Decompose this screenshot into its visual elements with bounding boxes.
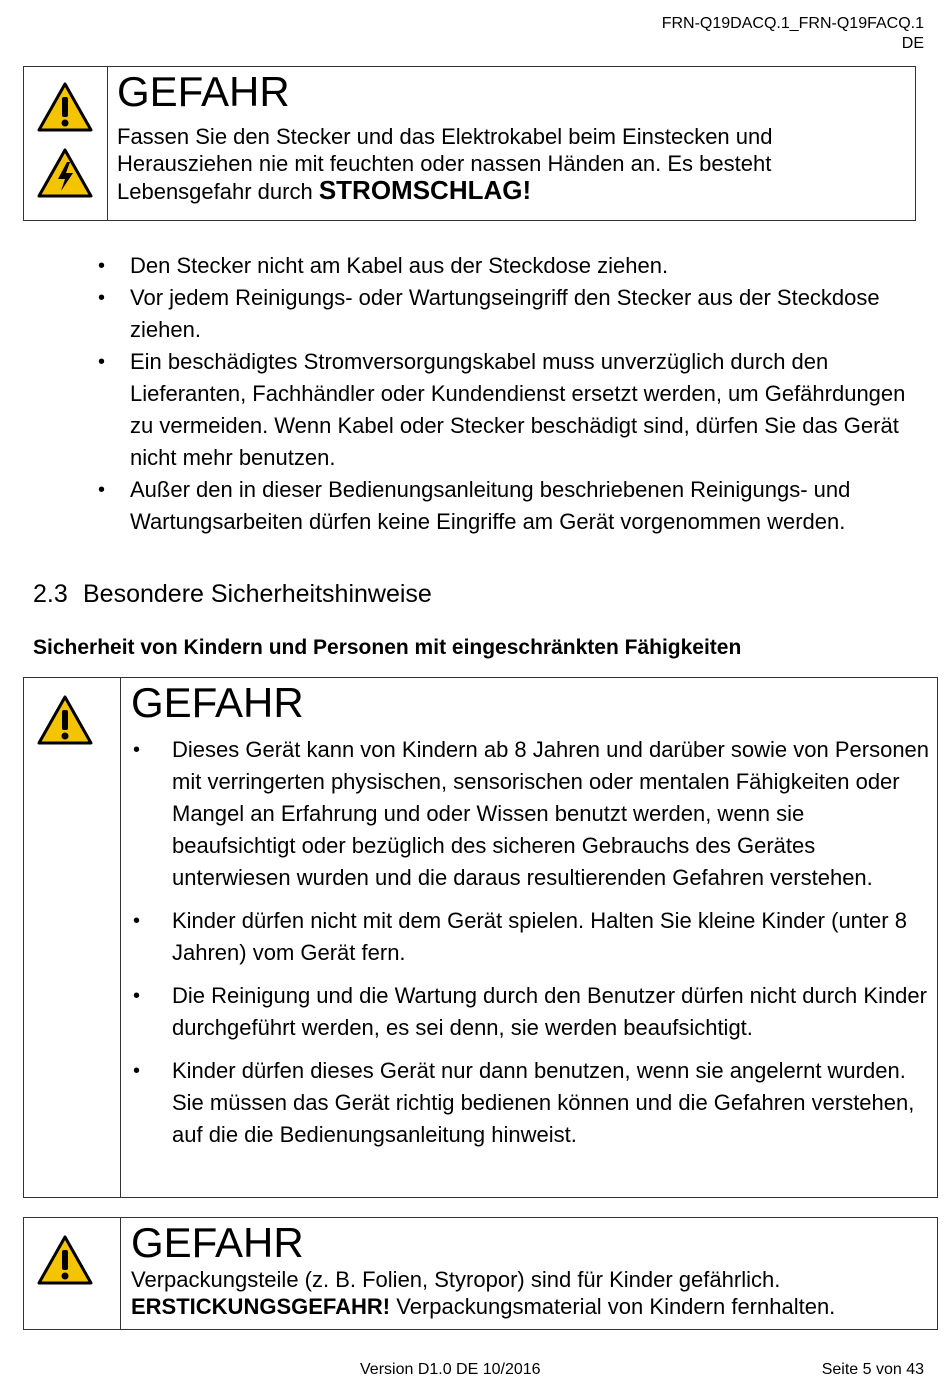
danger-box-children — [23, 677, 938, 1198]
section-title: Besondere Sicherheitshinweise — [83, 580, 432, 608]
list-item: • Kinder dürfen nicht mit dem Gerät spielen. Halten Sie kleine Kinder (unter 8 Jahren) vom Gerät fern. — [131, 905, 931, 969]
danger-text — [117, 123, 837, 205]
warning-triangle-icon — [36, 81, 94, 133]
list-item: • Ein beschädigtes Stromversorgungskabel muss unverzüglich durch den Lieferanten, Fachhändler oder Kundendienst ersetzt werden, um Gefährdungen zu vermeiden. Wenn Kabel oder Stecker beschädigt sind, dürfen Sie das Gerät nicht mehr benutzen. — [98, 346, 928, 474]
document-language: DE — [901, 35, 924, 52]
sub-heading: Sicherheit von Kindern und Personen mit eingeschränkten Fähigkeiten — [33, 636, 742, 659]
danger-title: GEFAHR — [117, 68, 290, 115]
danger-text-line1: Verpackungsteile (z. B. Folien, Styropor) sind für Kinder gefährlich. — [131, 1267, 781, 1292]
list-item: • Außer den in dieser Bedienungsanleitung beschriebenen Reinigungs- und Wartungsarbeiten dürfen keine Eingriffe am Gerät vorgenommen werden. — [98, 474, 928, 538]
document-header — [662, 14, 924, 54]
footer-page-number: Seite 5 von 43 — [821, 1361, 924, 1378]
list-item: • Kinder dürfen dieses Gerät nur dann benutzen, wenn sie angelernt wurden. Sie müssen das Gerät richtig bedienen können und die Gefahren verstehen, auf die die Bedienungsanleitung hinweist. — [131, 1055, 931, 1151]
document-code: FRN-Q19DACQ.1_FRN-Q19FACQ.1 — [661, 15, 924, 32]
list-item: • Dieses Gerät kann von Kindern ab 8 Jahren und darüber sowie von Personen mit verringerten physischen, sensorischen oder mentalen Fähigkeiten oder Mangel an Erfahrung und oder Wissen benutzt werden, wenn sie beaufsichtigt oder bezüglich des sicheren Gebrauchs des Gerätes unterwiesen wurden und die daraus resultierenden Gefahren verstehen. — [131, 734, 931, 894]
danger-title: GEFAHR — [131, 679, 304, 726]
danger-box-packaging — [23, 1217, 938, 1330]
danger-content — [131, 678, 931, 1162]
danger-text — [131, 1266, 931, 1320]
section-number: 2.3 — [33, 580, 68, 608]
danger-title: GEFAHR — [131, 1219, 304, 1266]
danger-text-emphasis: ERSTICKUNGSGEFAHR! — [131, 1294, 391, 1319]
list-item: • Den Stecker nicht am Kabel aus der Steckdose ziehen. — [98, 250, 928, 282]
list-item: • Vor jedem Reinigungs- oder Wartungseingriff den Stecker aus der Steckdose ziehen. — [98, 282, 928, 346]
children-safety-list — [131, 734, 931, 1151]
danger-text-emphasis: STROMSCHLAG! — [318, 175, 532, 205]
section-heading — [33, 578, 432, 610]
danger-text-line2 — [131, 1293, 931, 1320]
danger-text-main: Fassen Sie den Stecker und das Elektrokabel beim Einstecken und Herausziehen nie mit feuchten oder nassen Händen an. Es besteht Lebensgefahr durch — [117, 124, 773, 204]
danger-box-electric — [23, 66, 916, 221]
icon-column — [24, 678, 121, 1197]
danger-content — [117, 67, 915, 205]
danger-content — [131, 1218, 931, 1320]
list-item: • Die Reinigung und die Wartung durch den Benutzer dürfen nicht durch Kinder durchgeführt werden, es sei denn, sie werden beaufsichtigt. — [131, 980, 931, 1044]
safety-bullet-list — [98, 250, 928, 538]
warning-triangle-icon — [36, 694, 94, 746]
icon-column — [24, 1218, 121, 1329]
footer-version: Version D1.0 DE 10/2016 — [360, 1361, 541, 1378]
warning-triangle-icon — [36, 1234, 94, 1286]
electric-hazard-icon — [36, 147, 94, 199]
danger-text-rest: Verpackungsmaterial von Kindern fernhalten. — [396, 1294, 836, 1319]
icon-column — [24, 67, 108, 220]
